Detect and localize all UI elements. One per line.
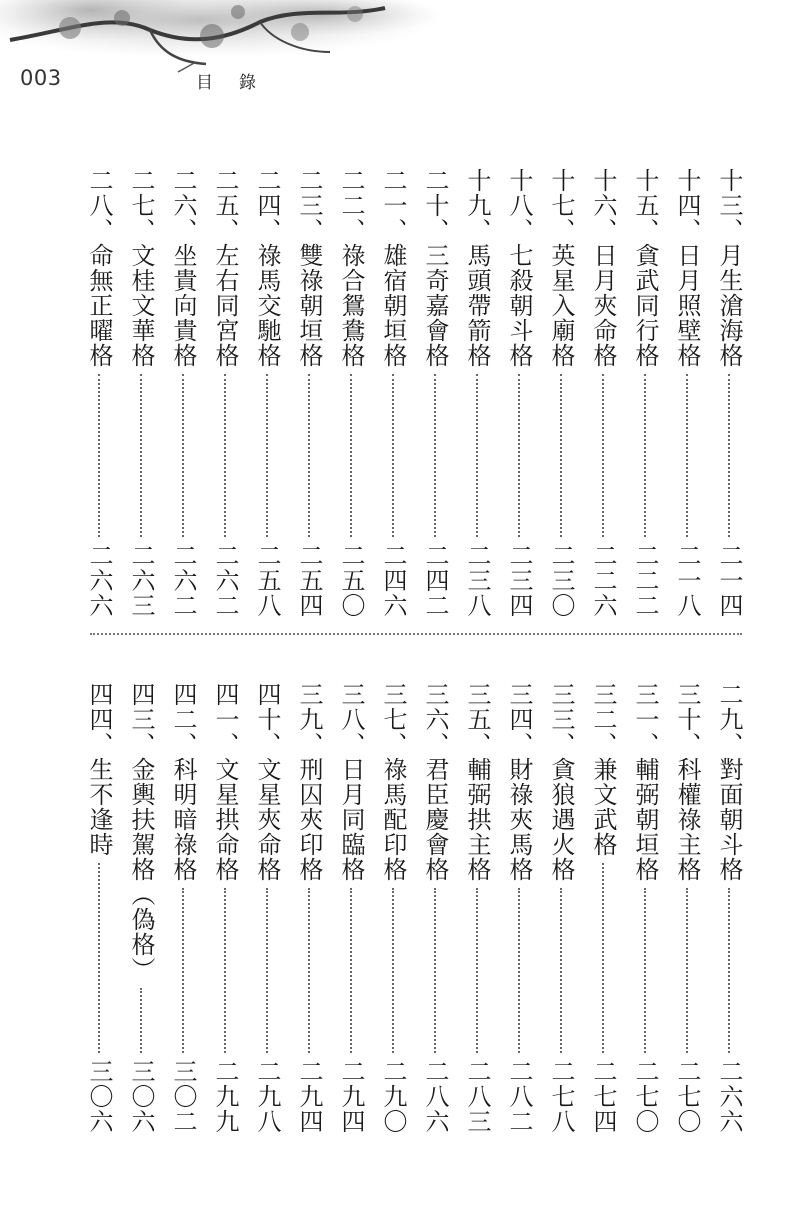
toc-entry-page: 二七〇 bbox=[673, 1059, 701, 1134]
toc-leader-dots bbox=[560, 374, 562, 537]
toc-entry bbox=[252, 682, 282, 1134]
toc-leader-dots bbox=[266, 374, 268, 537]
toc-entry-page: 二九八 bbox=[253, 1059, 281, 1134]
toc-entry-page: 二四二 bbox=[421, 543, 449, 618]
toc-entry-page: 二四六 bbox=[379, 543, 407, 618]
toc-entry-title: 十四、日月照壁格 bbox=[673, 168, 701, 368]
toc-entry-title: 二七、文桂文華格 bbox=[127, 168, 155, 368]
toc-entry-page: 二五四 bbox=[295, 543, 323, 618]
toc-entry-title: 二五、左右同宮格 bbox=[211, 168, 239, 368]
toc-entry-page: 二二六 bbox=[589, 543, 617, 618]
toc-leader-dots bbox=[308, 888, 310, 1053]
toc-entry bbox=[546, 682, 576, 1134]
toc-entry-title: 二九、對面朝斗格 bbox=[715, 682, 743, 882]
toc-leader-dots bbox=[644, 374, 646, 537]
toc-leader-dots bbox=[182, 888, 184, 1053]
toc-leader-dots bbox=[224, 888, 226, 1053]
toc-entry-page: 二六三 bbox=[127, 543, 155, 618]
toc-entry-title: 二十、三奇嘉會格 bbox=[421, 168, 449, 368]
toc-leader-dots bbox=[686, 374, 688, 537]
toc-entry bbox=[168, 682, 198, 1134]
toc-entry-page: 二一四 bbox=[715, 543, 743, 618]
toc-entry-title: 三二、兼文武格 bbox=[589, 682, 617, 857]
toc-entry bbox=[420, 168, 450, 618]
toc-entry bbox=[630, 682, 660, 1134]
toc-leader-dots bbox=[602, 374, 604, 537]
toc-entry-title: 三五、輔弼拱主格 bbox=[463, 682, 491, 882]
toc-entry-title: 三七、祿馬配印格 bbox=[379, 682, 407, 882]
toc-entry bbox=[210, 168, 240, 618]
toc-entry-title: 四三、金輿扶駕格（偽格） bbox=[127, 682, 155, 982]
toc-leader-dots bbox=[140, 374, 142, 537]
toc-block-bottom bbox=[85, 682, 744, 1134]
toc-entry-page: 二八三 bbox=[463, 1059, 491, 1134]
toc-entry-title: 二一、雄宿朝垣格 bbox=[379, 168, 407, 368]
toc-entry-page: 二八六 bbox=[421, 1059, 449, 1134]
toc-entry-page: 二六六 bbox=[85, 543, 113, 618]
toc-leader-dots bbox=[182, 374, 184, 537]
toc-entry-title: 十八、七殺朝斗格 bbox=[505, 168, 533, 368]
toc-entry bbox=[168, 168, 198, 618]
toc-entry bbox=[378, 682, 408, 1134]
toc-leader-dots bbox=[266, 888, 268, 1053]
toc-entry-title: 三九、刑囚夾印格 bbox=[295, 682, 323, 882]
toc-leader-dots bbox=[98, 863, 100, 1053]
toc-entry bbox=[462, 682, 492, 1134]
toc-leader-dots bbox=[308, 374, 310, 537]
toc-entry bbox=[420, 682, 450, 1134]
toc-leader-dots bbox=[224, 374, 226, 537]
toc-entry-page: 二六二 bbox=[211, 543, 239, 618]
toc-entry-page: 二九四 bbox=[295, 1059, 323, 1134]
toc-entry-page: 二七〇 bbox=[631, 1059, 659, 1134]
toc-entry-title: 十九、馬頭帶箭格 bbox=[463, 168, 491, 368]
toc-entry-page: 二九九 bbox=[211, 1059, 239, 1134]
toc-entry bbox=[588, 682, 618, 1134]
toc-entry-page: 二八二 bbox=[505, 1059, 533, 1134]
toc-entry-page: 二三四 bbox=[505, 543, 533, 618]
toc-leader-dots bbox=[476, 374, 478, 537]
toc-leader-dots bbox=[728, 888, 730, 1053]
toc-entry-title: 三三、貪狼遇火格 bbox=[547, 682, 575, 882]
toc-leader-dots bbox=[434, 888, 436, 1053]
toc-entry bbox=[546, 168, 576, 618]
toc-entry-title: 三四、財祿夾馬格 bbox=[505, 682, 533, 882]
toc-entry-title: 二八、命無正曜格 bbox=[85, 168, 113, 368]
toc-entry-page: 二二二 bbox=[631, 543, 659, 618]
toc-entry bbox=[336, 682, 366, 1134]
toc-entry-title: 四四、生不逢時 bbox=[85, 682, 113, 857]
toc-leader-dots bbox=[644, 888, 646, 1053]
toc-entry-page: 二三八 bbox=[463, 543, 491, 618]
toc-leader-dots bbox=[728, 374, 730, 537]
toc-entry bbox=[84, 682, 114, 1134]
toc-leader-dots bbox=[518, 888, 520, 1053]
toc-leader-dots bbox=[350, 888, 352, 1053]
toc-entry-page: 三〇六 bbox=[85, 1059, 113, 1134]
toc-entry-title: 四十、文星夾命格 bbox=[253, 682, 281, 882]
toc-entry-title: 二三、雙祿朝垣格 bbox=[295, 168, 323, 368]
toc-entry bbox=[126, 682, 156, 1134]
toc-entry-page: 二五八 bbox=[253, 543, 281, 618]
toc-entry bbox=[672, 682, 702, 1134]
toc-leader-dots bbox=[518, 374, 520, 537]
toc-entry-page: 二三〇 bbox=[547, 543, 575, 618]
toc-entry-page: 二九〇 bbox=[379, 1059, 407, 1134]
toc-block-top bbox=[85, 168, 744, 618]
dotted-divider bbox=[90, 633, 742, 635]
toc-leader-dots bbox=[392, 888, 394, 1053]
toc-entry-title: 四二、科明暗祿格 bbox=[169, 682, 197, 882]
toc-entry-title: 三十、科權祿主格 bbox=[673, 682, 701, 882]
toc-leader-dots bbox=[350, 374, 352, 537]
toc-entry-title: 二六、坐貴向貴格 bbox=[169, 168, 197, 368]
toc-entry-title: 十五、貪武同行格 bbox=[631, 168, 659, 368]
toc-entry bbox=[294, 682, 324, 1134]
toc-leader-dots bbox=[560, 888, 562, 1053]
toc-entry bbox=[714, 682, 744, 1134]
toc-entry-title: 三一、輔弼朝垣格 bbox=[631, 682, 659, 882]
toc-entry-page: 二七四 bbox=[589, 1059, 617, 1134]
toc-entry-page: 二一八 bbox=[673, 543, 701, 618]
toc-entry-title: 十六、日月夾命格 bbox=[589, 168, 617, 368]
toc-leader-dots bbox=[686, 888, 688, 1053]
toc-entry bbox=[462, 168, 492, 618]
toc-entry-title: 二四、祿馬交馳格 bbox=[253, 168, 281, 368]
toc-leader-dots bbox=[392, 374, 394, 537]
toc-entry-title: 十七、英星入廟格 bbox=[547, 168, 575, 368]
toc-entry bbox=[210, 682, 240, 1134]
toc-entry-page: 二五〇 bbox=[337, 543, 365, 618]
toc-entry bbox=[294, 168, 324, 618]
toc-entry bbox=[588, 168, 618, 618]
toc-entry-page: 二七八 bbox=[547, 1059, 575, 1134]
toc-entry bbox=[378, 168, 408, 618]
toc-entry bbox=[504, 682, 534, 1134]
toc-leader-dots bbox=[434, 374, 436, 537]
toc-entry bbox=[252, 168, 282, 618]
toc-leader-dots bbox=[98, 374, 100, 537]
toc-entry-page: 三〇二 bbox=[169, 1059, 197, 1134]
toc-entry-title: 四一、文星拱命格 bbox=[211, 682, 239, 882]
toc-leader-dots bbox=[476, 888, 478, 1053]
toc-entry bbox=[504, 168, 534, 618]
toc-entry bbox=[84, 168, 114, 618]
toc-entry-page: 二六六 bbox=[715, 1059, 743, 1134]
page-number: 003 bbox=[20, 66, 62, 90]
toc-entry bbox=[336, 168, 366, 618]
toc-entry bbox=[714, 168, 744, 618]
running-head-title: 目錄 bbox=[196, 73, 282, 93]
toc-entry-page: 二九四 bbox=[337, 1059, 365, 1134]
toc-leader-dots bbox=[140, 988, 142, 1053]
toc-leader-dots bbox=[602, 863, 604, 1053]
toc-entry-page: 三〇六 bbox=[127, 1059, 155, 1134]
toc-entry-title: 三六、君臣慶會格 bbox=[421, 682, 449, 882]
toc-entry bbox=[672, 168, 702, 618]
toc-entry-title: 十三、月生滄海格 bbox=[715, 168, 743, 368]
toc-entry-title: 二二、祿合鴛鴦格 bbox=[337, 168, 365, 368]
toc-entry-page: 二六二 bbox=[169, 543, 197, 618]
toc-entry bbox=[126, 168, 156, 618]
toc-entry bbox=[630, 168, 660, 618]
toc-entry-title: 三八、日月同臨格 bbox=[337, 682, 365, 882]
